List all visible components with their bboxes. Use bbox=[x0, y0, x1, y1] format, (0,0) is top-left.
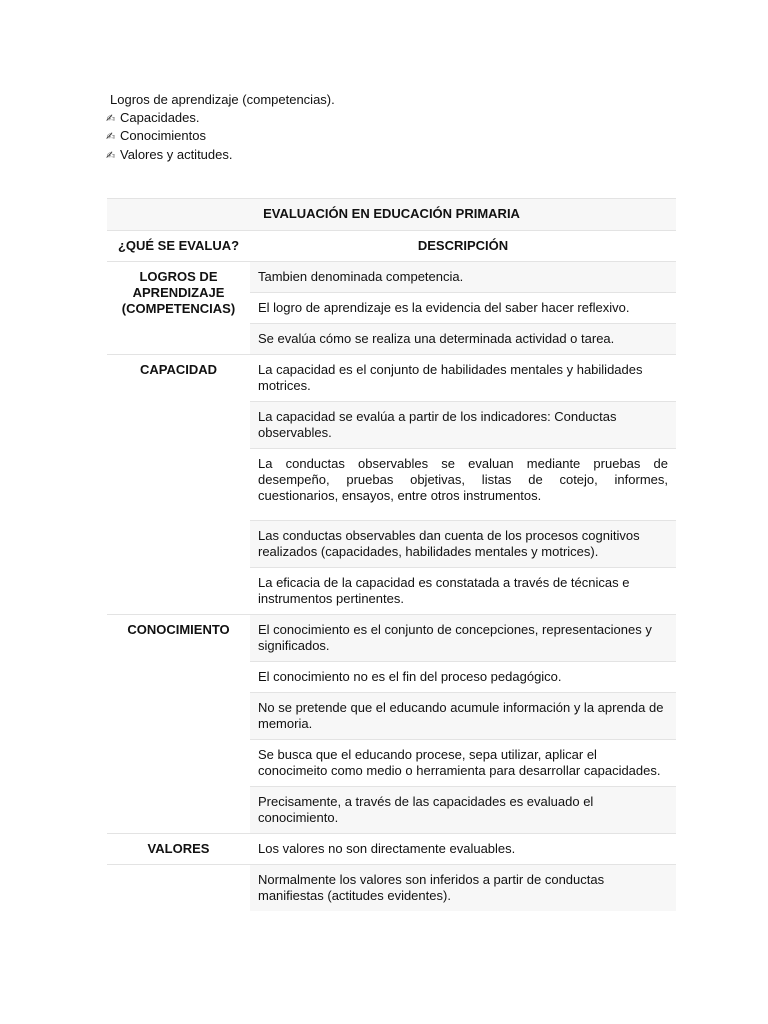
intro-list bbox=[106, 91, 335, 164]
table-row bbox=[107, 865, 676, 912]
category-cell: CONOCIMIENTO bbox=[107, 615, 250, 834]
category-cell-empty bbox=[107, 865, 250, 912]
intro-heading: Logros de aprendizaje (competencias). bbox=[110, 92, 335, 107]
intro-bullet-text: Valores y actitudes. bbox=[120, 146, 233, 162]
description-cell: El conocimiento no es el fin del proceso pedagógico. bbox=[250, 662, 676, 693]
description-cell: Las conductas observables dan cuenta de los procesos cognitivos realizados (capacidades, habilidades mentales y motrices). bbox=[250, 521, 676, 568]
description-cell: Se evalúa cómo se realiza una determinada actividad o tarea. bbox=[250, 324, 676, 355]
table-row bbox=[107, 615, 676, 662]
table-title: EVALUACIÓN EN EDUCACIÓN PRIMARIA bbox=[107, 199, 676, 231]
column-header-description: DESCRIPCIÓN bbox=[250, 231, 676, 262]
column-header-what: ¿QUÉ SE EVALUA? bbox=[107, 231, 250, 262]
description-cell: Normalmente los valores son inferidos a partir de conductas manifiestas (actitudes evidentes). bbox=[250, 865, 676, 912]
description-cell: El logro de aprendizaje es la evidencia del saber hacer reflexivo. bbox=[250, 293, 676, 324]
intro-bullet bbox=[106, 146, 335, 165]
writing-hand-icon: ✍ bbox=[106, 111, 116, 125]
table-row bbox=[107, 355, 676, 402]
description-cell: Tambien denominada competencia. bbox=[250, 262, 676, 293]
category-cell: LOGROS DE APRENDIZAJE (COMPETENCIAS) bbox=[107, 262, 250, 355]
description-cell: La eficacia de la capacidad es constatada a través de técnicas e instrumentos pertinentes. bbox=[250, 568, 676, 615]
category-cell: VALORES bbox=[107, 834, 250, 865]
writing-hand-icon: ✍ bbox=[106, 130, 116, 143]
description-cell: El conocimiento es el conjunto de concepciones, representaciones y significados. bbox=[250, 615, 676, 662]
description-cell: La capacidad es el conjunto de habilidades mentales y habilidades motrices. bbox=[250, 355, 676, 402]
evaluation-table bbox=[107, 198, 676, 911]
table-row bbox=[107, 834, 676, 865]
intro-bullet bbox=[106, 127, 335, 146]
writing-hand-icon: ✍ bbox=[106, 148, 116, 162]
description-cell: No se pretende que el educando acumule información y la aprenda de memoria. bbox=[250, 693, 676, 740]
description-cell: Los valores no son directamente evaluables. bbox=[250, 834, 676, 865]
description-cell: La conductas observables se evaluan mediante pruebas de desempeño, pruebas objetivas, listas de cotejo, informes, cuestionarios, ensayos, entre otros instrumentos. bbox=[250, 449, 676, 521]
description-cell: La capacidad se evalúa a partir de los indicadores: Conductas observables. bbox=[250, 402, 676, 449]
table-header-row bbox=[107, 231, 676, 262]
intro-bullet bbox=[106, 109, 335, 128]
intro-bullet-text: Conocimientos bbox=[120, 128, 206, 143]
table-title-row bbox=[107, 199, 676, 231]
description-cell: Se busca que el educando procese, sepa utilizar, aplicar el conocimeito como medio o herramienta para desarrollar capacidades. bbox=[250, 740, 676, 787]
category-cell: CAPACIDAD bbox=[107, 355, 250, 615]
intro-bullet-text: Capacidades. bbox=[120, 109, 200, 125]
description-cell: Precisamente, a través de las capacidades es evaluado el conocimiento. bbox=[250, 787, 676, 834]
table-row bbox=[107, 262, 676, 293]
